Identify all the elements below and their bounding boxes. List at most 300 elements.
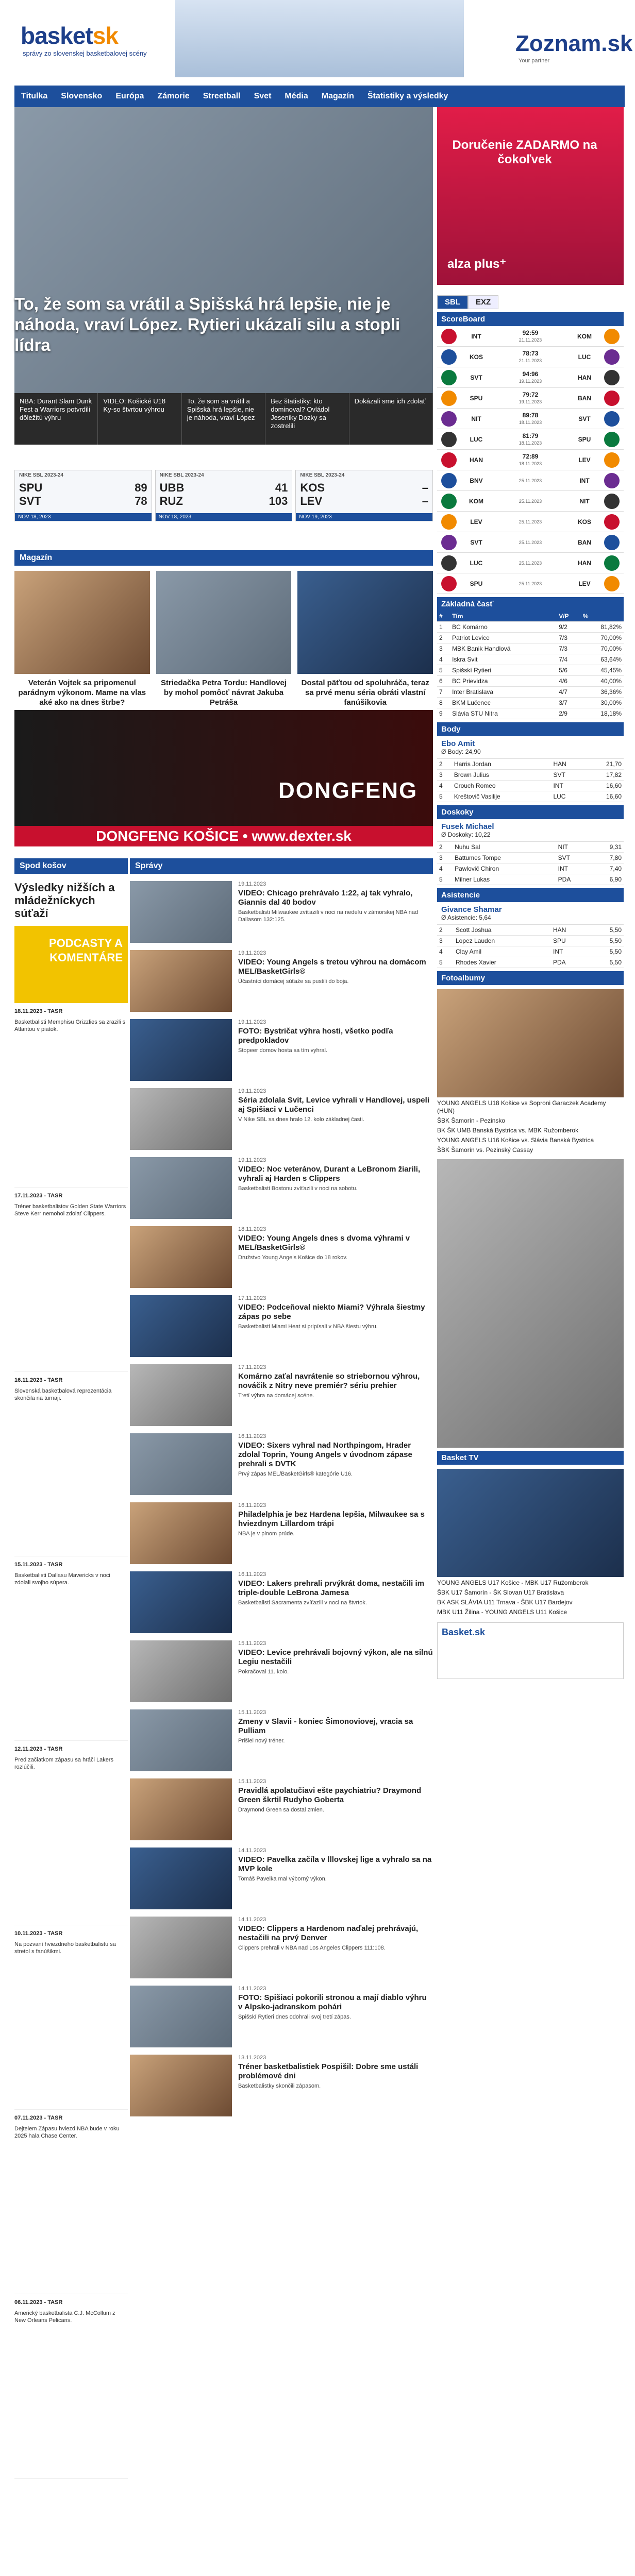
table-cell: 7/3: [557, 643, 581, 654]
score-box[interactable]: [155, 470, 293, 521]
table-cell: 2: [437, 759, 452, 770]
score-value: 89:78: [522, 411, 539, 419]
table-cell: BKM Lučenec: [450, 698, 557, 708]
nav-slovensko[interactable]: Slovensko: [61, 92, 103, 100]
table-cell: 21,70: [585, 759, 624, 770]
team-b: NIT: [579, 497, 590, 505]
table-cell: 4/6: [557, 676, 581, 687]
blurb-text[interactable]: Tréner basketbalistov Golden State Warriors Steve Kerr nemohol zdolať Clippers.: [14, 1204, 126, 1217]
table-cell: BC Komárno: [450, 622, 557, 633]
table-cell: LUC: [551, 791, 585, 802]
fotoalbum-image[interactable]: [437, 989, 624, 1097]
team-b: RUZ: [159, 495, 183, 507]
news-text: [238, 1019, 433, 1081]
magazin-image[interactable]: [14, 571, 150, 674]
table-row[interactable]: [437, 863, 624, 874]
table-row[interactable]: [437, 665, 624, 676]
news-date: 17.11.2023: [238, 1364, 266, 1370]
table-cell: 30,00%: [581, 698, 624, 708]
blurb-text[interactable]: Slovenská basketbalová reprezentácia skončila na turnaji.: [14, 1388, 112, 1401]
fotoalbum-caption[interactable]: YOUNG ANGELS U18 Košice vs Soproni Garaczek Academy (HUN): [437, 1099, 606, 1114]
basket-tv-image[interactable]: [437, 1469, 624, 1577]
team-logo: [604, 535, 620, 550]
blurb-date: 06.11.2023 - TASR: [14, 2299, 63, 2306]
scoreboard-row[interactable]: [437, 347, 624, 367]
table-row[interactable]: [437, 698, 624, 708]
team-a: UBB: [159, 481, 185, 494]
news-summary: Draymond Green sa dostal zmien.: [238, 1807, 324, 1813]
points-leader[interactable]: Ebo Amit Ø Body: 24,90: [437, 736, 624, 759]
hero-title[interactable]: To, že som sa vrátil a Spišská hrá lepšie, nie je náhoda, vraví López. Rytieri ukázali silu a stopli lídra: [14, 294, 400, 354]
table-cell: 4: [437, 946, 454, 957]
team-logo: [441, 535, 457, 550]
col-wl: V/P: [557, 611, 581, 622]
table-cell: 4: [437, 863, 453, 874]
blurb-spacer: [14, 1771, 128, 1925]
news-text: [238, 1640, 433, 1702]
news-text: [238, 2055, 433, 2116]
standings-heading: Základná časť: [437, 597, 624, 611]
fotoalbum-caption[interactable]: BK ŠK UMB Banská Bystrica vs. MBK Ružomberok: [437, 1127, 579, 1134]
news-item[interactable]: [130, 1640, 433, 1702]
hero-teaser[interactable]: Dokázali sme ich zdolať: [349, 393, 433, 445]
news-item[interactable]: [130, 1709, 433, 1771]
game-date: 18.11.2023: [519, 461, 542, 466]
news-title[interactable]: FOTO: Spišiaci pokorili stronou a mají diablo výhru v Alpsko-jadranskom pohári: [238, 1993, 427, 2011]
table-cell: SVT: [551, 770, 585, 781]
magazin-item[interactable]: [14, 571, 150, 707]
game-date: 19.11.2023: [519, 378, 542, 384]
news-image[interactable]: [130, 1295, 232, 1357]
team-logo: [604, 555, 620, 571]
news-title[interactable]: VIDEO: Chicago prehrávalo 1:22, aj tak vyhralo, Giannis dal 40 bodov: [238, 889, 413, 907]
blurb-text[interactable]: Basketbalisti Dallasu Mavericks v noci zdolali svojho súpera.: [14, 1572, 110, 1586]
news-text: [238, 1364, 433, 1426]
table-row[interactable]: [437, 633, 624, 643]
team-a: LUC: [470, 435, 483, 443]
hero-teaser[interactable]: VIDEO: Košické U18 Ky-so štvrtou výhrou: [98, 393, 181, 445]
news-image[interactable]: [130, 1019, 232, 1081]
blurb-date: 18.11.2023 - TASR: [14, 1008, 63, 1014]
news-summary: Spišskí Rytieri dnes odohrali svoj tretí zápas.: [238, 2014, 351, 2020]
magazin-item[interactable]: [156, 571, 292, 707]
news-item[interactable]: [130, 2055, 433, 2116]
table-cell: Crouch Romeo: [452, 781, 552, 791]
table-cell: 6,90: [591, 874, 624, 885]
col-team: Tím: [450, 611, 557, 622]
table-cell: NIT: [556, 842, 591, 853]
blurb-text[interactable]: Americký basketbalista C.J. McCollum z New Orleans Pelicans.: [14, 2310, 115, 2324]
table-cell: 18,18%: [581, 708, 624, 719]
news-image[interactable]: [130, 1502, 232, 1564]
nav-svet[interactable]: Svet: [254, 92, 272, 100]
news-text: [238, 1778, 433, 1840]
news-image[interactable]: [130, 1088, 232, 1150]
table-row[interactable]: [437, 925, 624, 936]
tv-caption[interactable]: YOUNG ANGELS U17 Košice - MBK U17 Ružomberok: [437, 1579, 589, 1586]
table-row[interactable]: [437, 687, 624, 698]
scoreboard-row[interactable]: [437, 512, 624, 532]
team-logo: [441, 432, 457, 447]
youth-results-link[interactable]: Výsledky nižších a mládežníckych súťaží: [14, 881, 115, 920]
news-image[interactable]: [130, 950, 232, 1012]
header-banner-image[interactable]: [175, 0, 464, 77]
team-logo: [604, 370, 620, 385]
news-image[interactable]: [130, 1157, 232, 1219]
news-summary: Tretí výhra na domácej scéne.: [238, 1393, 314, 1399]
blurb-text[interactable]: Pred začiatkom zápasu sa hráči Lakers rozlúčili.: [14, 1757, 113, 1770]
nav-zamorie[interactable]: Zámorie: [157, 92, 190, 100]
scoreboard-row[interactable]: [437, 470, 624, 491]
news-title[interactable]: Komárno zaťal navrátenie so striebornou výhrou, nováčik z Nitry neve premiér? sériu prehier: [238, 1372, 420, 1390]
podcast-banner[interactable]: PODCASTY A KOMENTÁRE: [14, 926, 128, 1003]
news-title[interactable]: VIDEO: Clippers a Hardenom naďalej prehrávajú, nestačili na prvý Denver: [238, 1924, 419, 1942]
tv-caption[interactable]: ŠBK U17 Šamorín - ŠK Slovan U17 Bratislava: [437, 1589, 564, 1596]
table-cell: HAN: [551, 759, 585, 770]
news-image[interactable]: [130, 1640, 232, 1702]
news-title[interactable]: Philadelphia je bez Hardena lepšia, Milwaukee sa s hviezdnym Lillardom trápi: [238, 1510, 425, 1528]
news-item[interactable]: [130, 1019, 433, 1081]
score-league: NIKE SBL 2023-24: [159, 472, 204, 478]
blurb-spacer: [14, 1955, 128, 2110]
news-item[interactable]: [130, 1226, 433, 1288]
fotoalbum-list: [437, 989, 624, 1448]
news-summary: Účastníci domácej súťaže sa pustili do boja.: [238, 978, 349, 985]
news-date: 15.11.2023: [238, 1709, 266, 1716]
news-title[interactable]: VIDEO: Pavelka začíla v lllovskej lige a vyhralo sa na MVP kole: [238, 1855, 432, 1873]
news-title[interactable]: VIDEO: Young Angels s tretou výhrou na domácom MEL/BasketGirls®: [238, 958, 426, 976]
table-cell: Slávia STU Nitra: [450, 708, 557, 719]
table-cell: 6: [437, 676, 450, 687]
news-summary: Basketbalisti Milwaukee zvíťazili v noci na nedeľu v zámorskej NBA nad Dallasom 132:125.: [238, 909, 419, 923]
scoreboard-row[interactable]: [437, 491, 624, 512]
news-summary: V Nike SBL sa dnes hralo 12. kolo základnej časti.: [238, 1116, 364, 1123]
news-summary: Basketbalistky skončili zápasom.: [238, 2083, 321, 2089]
scoreboard-row[interactable]: [437, 409, 624, 429]
table-row[interactable]: [437, 781, 624, 791]
news-item[interactable]: [130, 1088, 433, 1150]
partner-logo[interactable]: Zoznam.sk: [515, 31, 633, 56]
blurb-spacer: [14, 2324, 128, 2479]
table-cell: 7,80: [591, 853, 624, 863]
table-cell: 9/2: [557, 622, 581, 633]
news-image[interactable]: [130, 1709, 232, 1771]
table-cell: Brown Julius: [452, 770, 552, 781]
table-row[interactable]: [437, 622, 624, 633]
news-item[interactable]: [130, 1433, 433, 1495]
table-cell: 3: [437, 770, 452, 781]
table-cell: 2: [437, 842, 453, 853]
table-cell: 70,00%: [581, 643, 624, 654]
nav-titulka[interactable]: Titulka: [21, 92, 48, 100]
news-title[interactable]: VIDEO: Podceňoval niekto Miami? Výhrala šiestmy zápas po sebe: [238, 1303, 425, 1321]
table-cell: 16,60: [585, 791, 624, 802]
dongfeng-bar[interactable]: DONGFENG KOŠICE • www.dexter.sk: [14, 826, 433, 846]
scoreboard-row[interactable]: [437, 573, 624, 594]
tab-exz[interactable]: EXZ: [468, 295, 498, 309]
news-item[interactable]: [130, 1295, 433, 1357]
game-score: [492, 329, 569, 344]
table-cell: 9: [437, 708, 450, 719]
tab-sbl[interactable]: SBL: [437, 295, 468, 309]
scoreboard-row[interactable]: [437, 450, 624, 470]
news-date: 13.11.2023: [238, 2055, 266, 2061]
table-cell: 4: [437, 654, 450, 665]
score-a: 41: [275, 481, 288, 494]
table-row[interactable]: [437, 654, 624, 665]
news-summary: Stopeer domov hosta sa tím vyhral.: [238, 1047, 328, 1054]
team-a: SVT: [470, 374, 482, 381]
news-item[interactable]: [130, 1571, 433, 1633]
rebounds-leader[interactable]: Fusek Michael Ø Doskoky: 10,22: [437, 819, 624, 842]
news-title[interactable]: Tréner basketbalistiek Pospišil: Dobre sme ustáli problémové dni: [238, 2062, 419, 2080]
news-date: 15.11.2023: [238, 1640, 266, 1647]
team-a: LEV: [470, 518, 482, 526]
news-title[interactable]: Pravidlá apolatučiavi ešte paychiatriu? Draymond Green škrtil Rudyho Goberta: [238, 1786, 422, 1804]
table-cell: Rhodes Xavier: [454, 957, 551, 968]
table-cell: 4: [437, 781, 452, 791]
alza-ad-brand: alza plus⁺: [447, 257, 507, 271]
news-text: [238, 1848, 433, 1909]
table-cell: PDA: [556, 874, 591, 885]
game-score: [492, 518, 569, 526]
game-score: [492, 432, 569, 447]
facebook-box[interactable]: Basket.sk: [437, 1622, 624, 1679]
blurb-text[interactable]: Basketbalisti Memphisu Grizzlies sa zrazili s Atlantou v piatok.: [14, 1019, 126, 1032]
table-cell: SPU: [551, 936, 589, 946]
nav-media[interactable]: Média: [285, 92, 308, 100]
table-row[interactable]: [437, 759, 624, 770]
news-image[interactable]: [130, 1364, 232, 1426]
table-cell: INT: [551, 946, 589, 957]
team-a: BNV: [470, 477, 483, 484]
col-pct: %: [581, 611, 624, 622]
news-date: 19.11.2023: [238, 1088, 266, 1094]
hero-teasers: [14, 393, 433, 445]
news-title[interactable]: VIDEO: Lakers prehrali prvýkrát doma, nestačili im triple-double LeBrona Jamesa: [238, 1579, 424, 1597]
blurb-spacer: [14, 1033, 128, 1188]
fotoalbum-caption[interactable]: YOUNG ANGELS U16 Košice vs. Slávia Banská Bystrica: [437, 1137, 594, 1144]
score-league: NIKE SBL 2023-24: [19, 472, 63, 478]
blurb-date: 07.11.2023 - TASR: [14, 2115, 63, 2121]
table-cell: Harris Jordan: [452, 759, 552, 770]
news-date: 19.11.2023: [238, 881, 266, 887]
table-cell: Nuhu Sal: [453, 842, 556, 853]
news-date: 18.11.2023: [238, 1226, 266, 1232]
team-logo: [604, 473, 620, 488]
team-logo: [604, 494, 620, 509]
score-box[interactable]: [295, 470, 433, 521]
team-logo: [604, 411, 620, 427]
table-row[interactable]: [437, 957, 624, 968]
score-value: 72:89: [522, 452, 539, 460]
table-cell: 40,00%: [581, 676, 624, 687]
news-item[interactable]: [130, 1986, 433, 2047]
nav-streetball[interactable]: Streetball: [203, 92, 241, 100]
news-summary: NBA je v plnom prúde.: [238, 1531, 295, 1537]
score-value: 94:96: [522, 370, 539, 378]
news-text: [238, 950, 433, 1012]
table-cell: 4/7: [557, 687, 581, 698]
news-item[interactable]: [130, 1778, 433, 1840]
news-text: [238, 1709, 433, 1771]
news-date: 16.11.2023: [238, 1571, 266, 1578]
site-slogan: správy zo slovenskej basketbalovej scény: [23, 49, 147, 57]
team-b: KOS: [577, 518, 591, 526]
news-title[interactable]: VIDEO: Sixers vyhral nad Northpingom, Hrader zdolal Toprin, Young Angels v úvodnom zápase prehrali s DVTK: [238, 1441, 412, 1468]
game-score: [492, 539, 569, 546]
alza-ad[interactable]: [437, 107, 624, 285]
table-cell: Lopez Lauden: [454, 936, 551, 946]
assists-leader[interactable]: Givance Shamar Ø Asistencie: 5,64: [437, 902, 624, 925]
table-row[interactable]: [437, 643, 624, 654]
hero-teaser[interactable]: Bez štatistiky: kto dominoval? Ovládol Jeseniky Dozky sa zostrelili: [265, 393, 349, 445]
table-row[interactable]: [437, 853, 624, 863]
team-logo: [441, 411, 457, 427]
news-image[interactable]: [130, 1986, 232, 2047]
news-item[interactable]: [130, 1364, 433, 1426]
table-row[interactable]: [437, 770, 624, 781]
blurb-text[interactable]: Dejteiem Zápasu hviezd NBA bude v roku 2025 hala Chase Center.: [14, 2126, 120, 2139]
news-image[interactable]: [130, 1917, 232, 1978]
news-image[interactable]: [130, 1848, 232, 1909]
scoreboard-row[interactable]: [437, 553, 624, 573]
news-title[interactable]: Séria zdolala Svit, Levice vyhrali v Handlovej, uspeli aj Spišiaci v Lučenci: [238, 1096, 429, 1114]
news-summary: Družstvo Young Angels Košice do 18 rokov.: [238, 1255, 347, 1261]
hero-teaser[interactable]: NBA: Durant Slam Dunk Fest a Warriors potvrdili dôležitú výhru: [14, 393, 98, 445]
news-text: [238, 1433, 433, 1495]
table-cell: 16,60: [585, 781, 624, 791]
magazin-image[interactable]: [156, 571, 292, 674]
table-row[interactable]: [437, 708, 624, 719]
hero-teaser[interactable]: To, že som sa vrátil a Spišská hrá lepšie, nie je náhoda, vraví López: [182, 393, 265, 445]
news-date: 16.11.2023: [238, 1433, 266, 1439]
news-date: 15.11.2023: [238, 1778, 266, 1785]
news-image[interactable]: [130, 1778, 232, 1840]
table-row[interactable]: [437, 874, 624, 885]
game-date: 25.11.2023: [519, 539, 542, 545]
scoreboard-heading: ScoreBoard: [437, 312, 624, 326]
table-cell: 5: [437, 874, 453, 885]
table-row[interactable]: [437, 936, 624, 946]
basket-tv-heading: Basket TV: [437, 1451, 624, 1465]
table-cell: 7/4: [557, 654, 581, 665]
team-logo: [441, 514, 457, 530]
table-row[interactable]: [437, 676, 624, 687]
table-row[interactable]: [437, 842, 624, 853]
news-title[interactable]: VIDEO: Noc veteránov, Durant a LeBronom žiarili, vyhrali aj Harden s Clippers: [238, 1165, 421, 1183]
game-date: 21.11.2023: [519, 358, 542, 363]
news-date: 14.11.2023: [238, 1917, 266, 1923]
house-ad[interactable]: [437, 1159, 624, 1448]
team-b: BAN: [578, 394, 591, 402]
news-title[interactable]: VIDEO: Young Angels dnes s dvoma výhrami v MEL/BasketGirls®: [238, 1234, 410, 1252]
fotoalbum-caption[interactable]: ŠBK Šamorín - Pezinsko: [437, 1117, 506, 1124]
score-a: 89: [135, 481, 147, 494]
scoreboard-row[interactable]: [437, 532, 624, 553]
news-summary: Tomáš Pavelka mal výborný výkon.: [238, 1876, 327, 1882]
table-cell: 3: [437, 853, 453, 863]
news-summary: Prišiel nový tréner.: [238, 1738, 285, 1744]
table-cell: 36,36%: [581, 687, 624, 698]
score-date: NOV 18, 2023: [15, 513, 152, 521]
news-summary: Basketbalisti Miami Heat si pripísali v NBA šiestu výhru.: [238, 1324, 378, 1330]
scoreboard-row[interactable]: [437, 326, 624, 347]
team-logo: [441, 349, 457, 365]
dongfeng-brand: DONGFENG: [278, 778, 418, 803]
news-heading: Správy: [130, 858, 433, 874]
news-text: [238, 1502, 433, 1564]
magazin-title[interactable]: Striedačka Petra Tordu: Handlovej by mohol pomôcť návrat Jakuba Petráša: [161, 679, 287, 707]
news-title[interactable]: FOTO: Bystričat výhra hosti, všetko podľa predpokladov: [238, 1027, 393, 1045]
table-cell: 5: [437, 665, 450, 676]
nav-europa[interactable]: Európa: [115, 92, 144, 100]
nav-magazin[interactable]: Magazín: [321, 92, 354, 100]
magazin-image[interactable]: [297, 571, 433, 674]
team-logo: [441, 494, 457, 509]
news-item[interactable]: [130, 881, 433, 943]
fotoalbum-caption[interactable]: ŠBK Šamorín vs. Pezinský Cassay: [437, 1146, 533, 1154]
news-image[interactable]: [130, 881, 232, 943]
news-text: [238, 1571, 433, 1633]
right-column: [437, 107, 624, 1679]
tv-caption[interactable]: BK ASK SLÁVIA U11 Trnava - ŠBK U17 Bardejov: [437, 1599, 573, 1606]
table-cell: Clay Amil: [454, 946, 551, 957]
news-item[interactable]: [130, 1157, 433, 1219]
table-cell: Milner Lukas: [453, 874, 556, 885]
team-a: KOM: [469, 497, 483, 505]
news-image[interactable]: [130, 1433, 232, 1495]
news-item[interactable]: [130, 1848, 433, 1909]
blurb-text[interactable]: Na pozvaní hviezdneho basketbalistu sa stretol s fanúšikmi.: [14, 1941, 116, 1955]
team-logo: [604, 329, 620, 344]
site-logo[interactable]: basketsk: [21, 22, 118, 49]
table-cell: Patriot Levice: [450, 633, 557, 643]
table-row[interactable]: [437, 946, 624, 957]
news-text: [238, 1157, 433, 1219]
magazin-title[interactable]: Veterán Vojtek sa pripomenul parádnym výkonom. Mame na vlas aké ako na dnes štrbe?: [18, 679, 146, 707]
news-item[interactable]: [130, 1917, 433, 1978]
news-image[interactable]: [130, 1226, 232, 1288]
news-title[interactable]: Zmeny v Slavii - koniec Šimonoviovej, vracia sa Pulliam: [238, 1717, 413, 1735]
table-row[interactable]: [437, 791, 624, 802]
team-logo: [604, 452, 620, 468]
news-item[interactable]: [130, 1502, 433, 1564]
table-cell: 2: [437, 925, 454, 936]
table-cell: 3/7: [557, 698, 581, 708]
table-cell: 2: [437, 633, 450, 643]
news-text: [238, 1088, 433, 1150]
table-cell: 45,45%: [581, 665, 624, 676]
news-image[interactable]: [130, 1571, 232, 1633]
score-box[interactable]: [14, 470, 152, 521]
score-value: 92:59: [522, 329, 539, 336]
news-image[interactable]: [130, 2055, 232, 2116]
scoreboard-row[interactable]: [437, 388, 624, 409]
news-item[interactable]: [130, 950, 433, 1012]
rebounds-heading: Doskoky: [437, 805, 624, 819]
scoreboard-row[interactable]: [437, 367, 624, 388]
magazin-item[interactable]: [297, 571, 433, 707]
news-title[interactable]: VIDEO: Levice prehrávali bojovný výkon, ale na silnú Legiu nestačili: [238, 1648, 433, 1666]
magazin-title[interactable]: Dostal päťtou od spoluhráča, teraz sa prvé menu séria obráti vlastní fanúšikovia: [301, 679, 429, 707]
news-text: [238, 1917, 433, 1978]
nav-statistiky[interactable]: Štatistiky a výsledky: [367, 92, 448, 100]
score-date: NOV 19, 2023: [296, 513, 432, 521]
news-date: 19.11.2023: [238, 1157, 266, 1163]
scoreboard-row[interactable]: [437, 429, 624, 450]
tv-caption[interactable]: MBK U11 Žilina - YOUNG ANGELS U11 Košice: [437, 1608, 567, 1616]
